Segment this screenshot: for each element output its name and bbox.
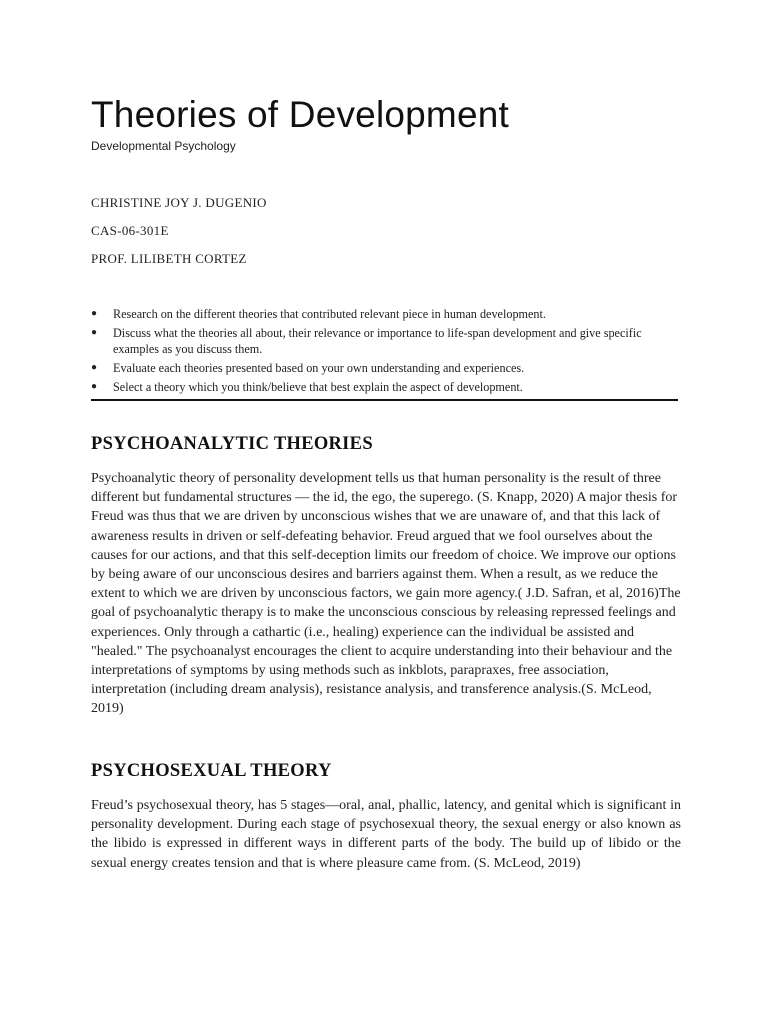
bullet-icon: ● xyxy=(91,308,98,319)
instruction-list xyxy=(91,306,681,398)
list-item-text: Evaluate each theories presented based on your own understanding and experiences. xyxy=(113,361,525,375)
list-item xyxy=(91,360,681,376)
section-body: Psychoanalytic theory of personality development tells us that human personality is the result of three different but fundamental structures — the id, the ego, the superego. (S. Knapp, 2020) A major thesis for Freud was thus that we are driven by unconscious wishes that we are unaware of, and that this lack of awareness results in driven or self-defeating behavior. Freud argued that we fool ourselves about the causes for our actions, and that this self-deception limits our freedom of choice. We improve our options by being aware of our unconscious desires and barriers against them. When a result, as we reduce the extent to which we are driven by unconscious factors, we gain more agency.( J.D. Safran, et al, 2016)The goal of psychoanalytic therapy is to make the unconscious conscious by releasing repressed feelings and experiences. Only through a cathartic (i.e., healing) experience can the individual be assisted and "healed." The psychoanalyst encourages the client to acquire understanding into their behaviour and the interpretations of symptoms by using methods such as inkblots, parapraxes, free association, interpretation (including dream analysis), resistance analysis, and transference analysis.(S. McLeod, 2019) xyxy=(91,471,681,717)
section-code: CAS-06-301E xyxy=(91,223,169,238)
horizontal-rule xyxy=(91,399,678,401)
section-heading: PSYCHOANALYTIC THEORIES xyxy=(91,434,373,454)
author-name: CHRISTINE JOY J. DUGENIO xyxy=(91,195,267,210)
document-subtitle: Developmental Psychology xyxy=(91,139,236,153)
document-title: Theories of Development xyxy=(91,94,509,135)
list-item-text: Select a theory which you think/believe that best explain the aspect of development. xyxy=(113,380,523,394)
bullet-icon: ● xyxy=(91,381,98,392)
list-item-text: Research on the different theories that contributed relevant piece in human development. xyxy=(113,307,546,321)
bullet-icon: ● xyxy=(91,327,98,338)
professor-name: PROF. LILIBETH CORTEZ xyxy=(91,251,247,266)
list-item xyxy=(91,306,681,322)
list-item xyxy=(91,325,681,357)
list-item xyxy=(91,379,681,395)
section-heading: PSYCHOSEXUAL THEORY xyxy=(91,761,332,781)
bullet-icon: ● xyxy=(91,362,98,373)
list-item-text: Discuss what the theories all about, their relevance or importance to life-span development and give specific examples as you discuss them. xyxy=(113,326,642,356)
section-body: Freud’s psychosexual theory, has 5 stages—oral, anal, phallic, latency, and genital which is significant in personality development. During each stage of psychosexual theory, the sexual energy or also known as the libido is expressed in different ways in different parts of the body. The build up of libido or the sexual energy creates tension and that is where pleasure came from. (S. McLeod, 2019) xyxy=(91,798,681,871)
